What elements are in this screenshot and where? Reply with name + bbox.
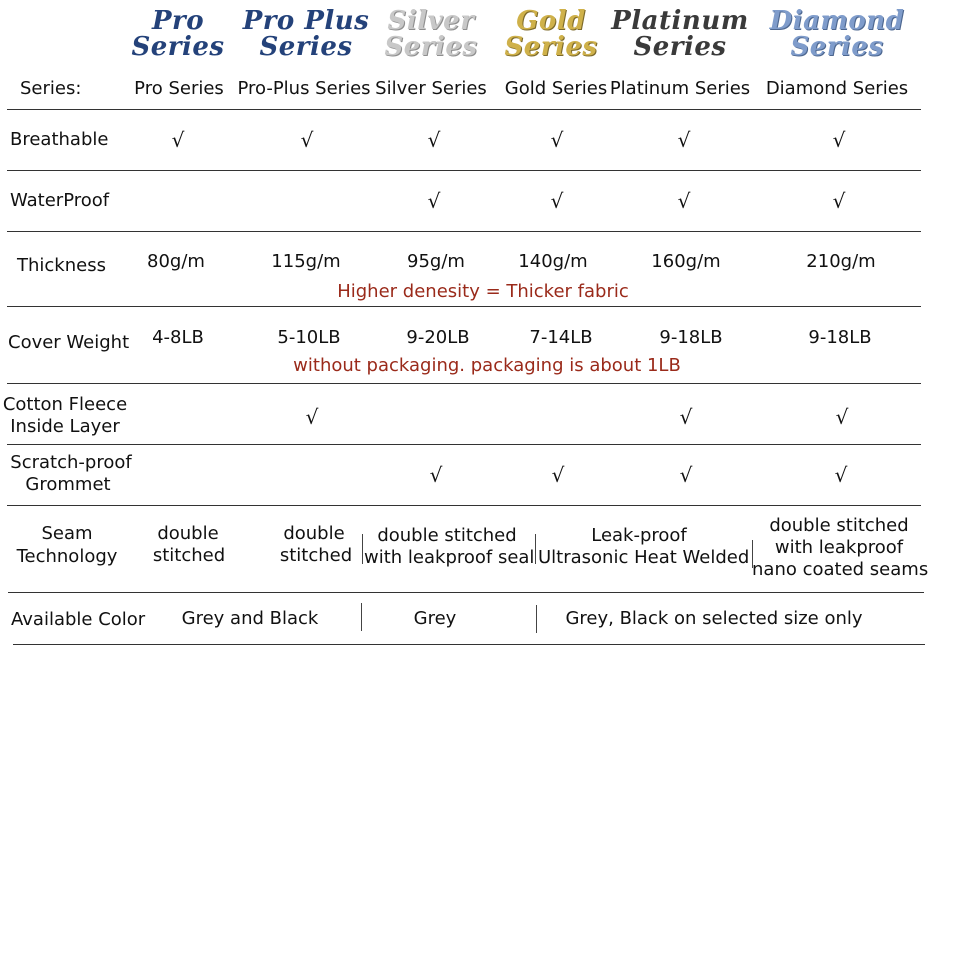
row-divider [7, 231, 921, 232]
check-mark: √ [832, 189, 846, 213]
row-label-scratch-proof-line1: Scratch-proof [10, 452, 132, 473]
check-mark: √ [427, 189, 441, 213]
seam-separator [362, 534, 363, 564]
check-mark: √ [429, 463, 443, 487]
logo-pro-line2: Series [131, 32, 225, 62]
row-divider [13, 644, 925, 645]
seam-diamond-line2: with leakproof [774, 537, 904, 558]
seam-diamond-line3: nano coated seams [752, 559, 929, 580]
color-pro-pro-plus: Grey and Black [181, 608, 319, 629]
thickness-pro-plus: 115g/m [271, 251, 341, 272]
row-divider [7, 306, 921, 307]
cover-weight-pro-plus: 5-10LB [277, 327, 341, 348]
row-label-breathable: Breathable [10, 129, 109, 150]
logo-silver-line2: Series [384, 32, 478, 62]
thickness-note: Higher denesity = Thicker fabric [337, 281, 629, 302]
header-pro-series: Pro Series [134, 78, 224, 99]
thickness-pro: 80g/m [147, 251, 205, 272]
cover-weight-silver: 9-20LB [406, 327, 470, 348]
logo-silver-line1: Silver [387, 6, 475, 36]
header-silver-series: Silver Series [375, 78, 487, 99]
seam-silver-line1: double stitched [377, 525, 517, 546]
color-silver: Grey [413, 608, 457, 629]
cover-weight-gold: 7-14LB [529, 327, 593, 348]
row-label-waterproof: WaterProof [10, 190, 110, 211]
check-mark: √ [305, 405, 319, 429]
logo-diamond-line2: Series [790, 32, 884, 62]
check-mark: √ [300, 128, 314, 152]
check-mark: √ [550, 128, 564, 152]
logo-pro-line1: Pro [151, 6, 205, 36]
check-mark: √ [427, 128, 441, 152]
logo-platinum-line1: Platinum [611, 6, 749, 36]
thickness-platinum: 160g/m [651, 251, 721, 272]
check-mark: √ [679, 463, 693, 487]
check-mark: √ [834, 463, 848, 487]
cover-weight-diamond: 9-18LB [808, 327, 872, 348]
header-gold-series: Gold Series [504, 78, 608, 99]
seam-gold-platinum-line2: Ultrasonic Heat Welded [538, 547, 750, 568]
color-separator [536, 605, 537, 633]
cover-weight-platinum: 9-18LB [659, 327, 723, 348]
logo-pro-plus-line2: Series [259, 32, 353, 62]
logo-diamond-series [752, 8, 922, 70]
row-label-cotton-fleece-line2: Inside Layer [10, 416, 120, 437]
seam-separator [535, 534, 536, 564]
logo-pro-plus-line1: Pro Plus [242, 6, 370, 36]
logo-platinum-series [600, 8, 760, 70]
check-mark: √ [835, 405, 849, 429]
color-gold-platinum-diamond: Grey, Black on selected size only [565, 608, 863, 629]
row-divider [7, 383, 921, 384]
logo-platinum-line2: Series [633, 32, 727, 62]
header-diamond-series: Diamond Series [765, 78, 909, 99]
row-label-seam-line1: Seam [41, 523, 93, 544]
thickness-silver: 95g/m [407, 251, 465, 272]
check-mark: √ [679, 405, 693, 429]
row-label-thickness: Thickness [17, 255, 106, 276]
color-separator [361, 603, 362, 631]
row-label-cotton-fleece-line1: Cotton Fleece [2, 394, 128, 415]
row-divider [7, 109, 921, 110]
header-series-label: Series: [20, 78, 82, 99]
row-divider [7, 444, 921, 445]
seam-gold-platinum-line1: Leak-proof [591, 525, 687, 546]
thickness-diamond: 210g/m [806, 251, 876, 272]
seam-pro-plus-line2: stitched [279, 545, 353, 566]
seam-diamond-line1: double stitched [769, 515, 909, 536]
seam-pro-line1: double [157, 523, 219, 544]
check-mark: √ [832, 128, 846, 152]
row-divider [8, 592, 924, 593]
logo-gold-line2: Series [504, 32, 598, 62]
check-mark: √ [171, 128, 185, 152]
row-divider [7, 170, 921, 171]
seam-pro-plus-line1: double [283, 523, 345, 544]
check-mark: √ [551, 463, 565, 487]
seam-pro-line2: stitched [152, 545, 226, 566]
row-label-available-color: Available Color [11, 609, 146, 630]
header-platinum-series: Platinum Series [609, 78, 751, 99]
check-mark: √ [677, 189, 691, 213]
row-label-seam-line2: Technology [16, 546, 118, 567]
check-mark: √ [550, 189, 564, 213]
thickness-gold: 140g/m [518, 251, 588, 272]
check-mark: √ [677, 128, 691, 152]
cover-weight-note: without packaging. packaging is about 1LB [293, 355, 681, 376]
header-pro-plus-series: Pro-Plus Series [237, 78, 371, 99]
logo-diamond-line1: Diamond [769, 6, 905, 36]
seam-silver-line2: with leakproof seal [364, 547, 535, 568]
row-label-cover-weight: Cover Weight [8, 332, 130, 353]
logo-gold-line1: Gold [516, 6, 586, 36]
cover-weight-pro: 4-8LB [152, 327, 204, 348]
row-divider [7, 505, 921, 506]
row-label-scratch-proof-line2: Grommet [25, 474, 111, 495]
